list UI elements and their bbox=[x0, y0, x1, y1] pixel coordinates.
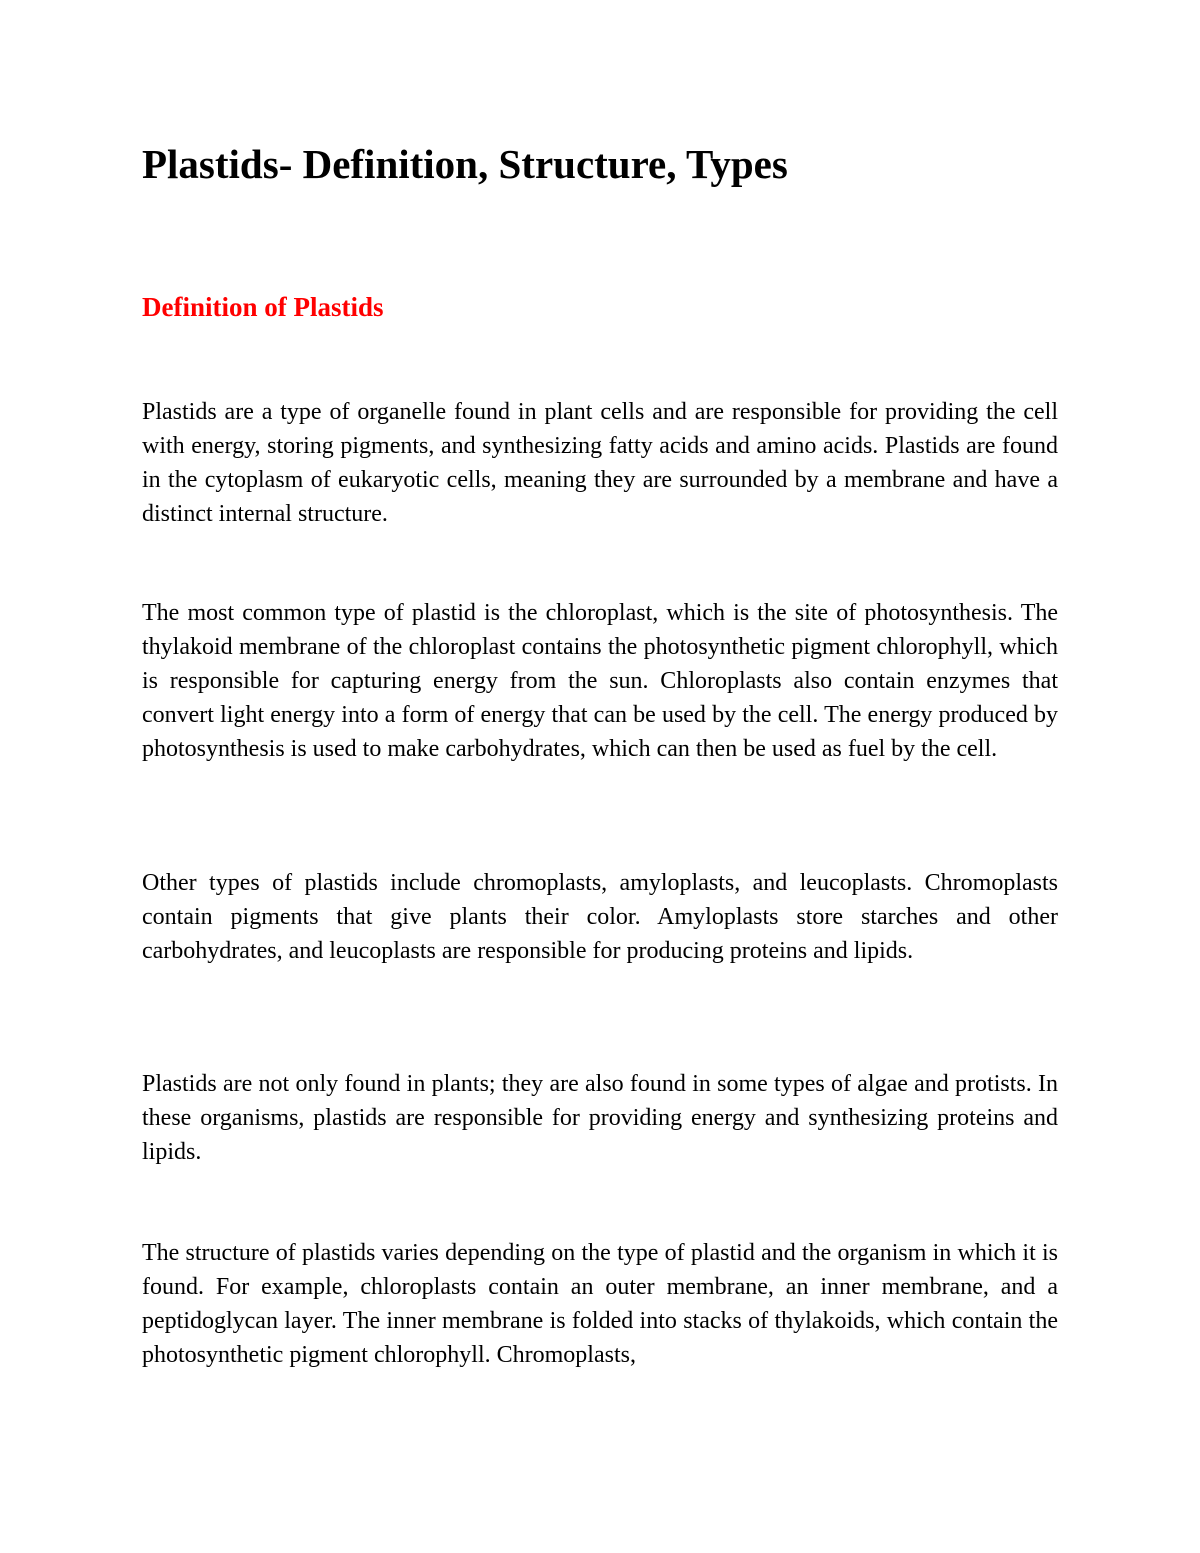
paragraph-chloroplast: The most common type of plastid is the chloroplast, which is the site of photosynthesis. The thylakoid membrane of the chloroplast contains the photosynthetic pigment chlorophyll, which is responsible for capturing energy from the sun. Chloroplasts also contain enzymes that convert light energy into a form of energy that can be used by the cell. The energy produced by photosynthesis is used to make carbohydrates, which can then be used as fuel by the cell. bbox=[142, 600, 1058, 762]
page-title: Plastids- Definition, Structure, Types bbox=[142, 141, 788, 187]
paragraph-other-types: Other types of plastids include chromoplasts, amyloplasts, and leucoplasts. Chromoplasts contain pigments that give plants their color. Amyloplasts store starches and other carbohydrates, and leucoplasts are responsible for producing proteins and lipids. bbox=[142, 870, 1058, 964]
paragraph-structure: The structure of plastids varies depending on the type of plastid and the organism in which it is found. For example, chloroplasts contain an outer membrane, an inner membrane, and a peptidoglycan layer. The inner membrane is folded into stacks of thylakoids, which contain the photosynthetic pigment chlorophyll. Chromoplasts, bbox=[142, 1240, 1058, 1368]
paragraph-definition: Plastids are a type of organelle found in plant cells and are responsible for providing the cell with energy, storing pigments, and synthesizing fatty acids and amino acids. Plastids are found in the cytoplasm of eukaryotic cells, meaning they are surrounded by a membrane and have a distinct internal structure. bbox=[142, 399, 1058, 527]
section-heading-definition: Definition of Plastids bbox=[142, 292, 384, 322]
paragraph-algae-protists: Plastids are not only found in plants; they are also found in some types of algae and protists. In these organisms, plastids are responsible for providing energy and synthesizing proteins and lipids. bbox=[142, 1071, 1058, 1165]
